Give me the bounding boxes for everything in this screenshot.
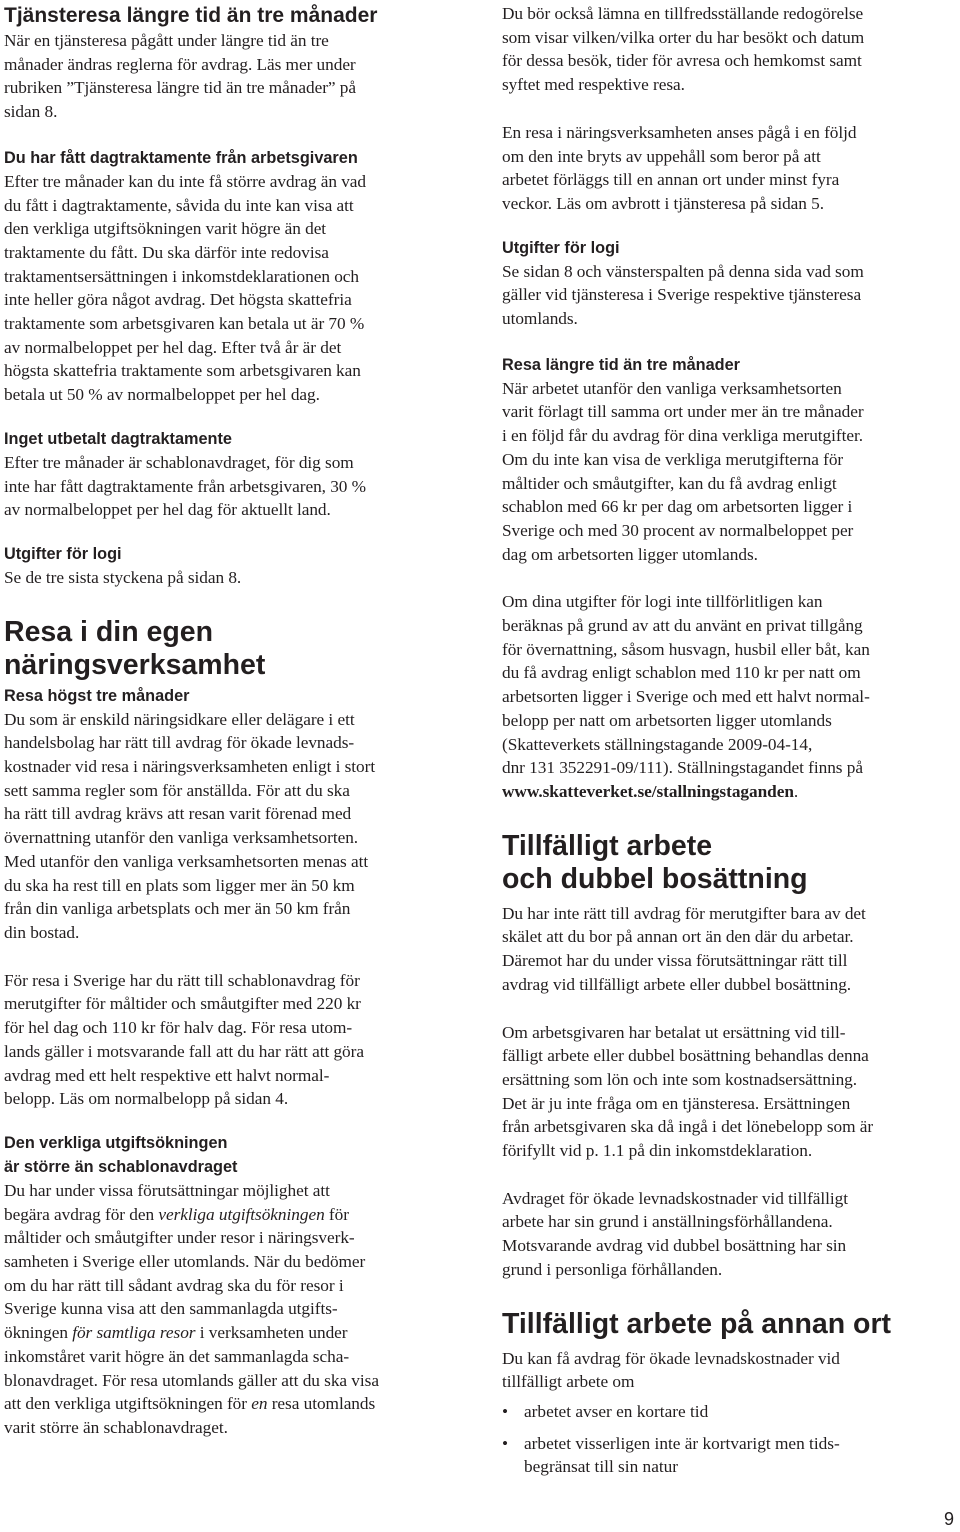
heading-tillfalligt-annan-ort: Tillfälligt arbete på annan ort: [502, 1307, 892, 1340]
bullet-list: [502, 1400, 954, 1479]
heading-resa-naringsverksamhet: Resa i din egen näringsverksamhet: [4, 615, 266, 681]
paragraph-utgifter-logi-right: Se sidan 8 och vänsterspalten på denna sida vad som gäller vid tjänsteresa i Sverige respektive tjänsteresa utomlands.: [502, 261, 864, 329]
bullet-icon: •: [502, 1401, 509, 1421]
list-item: • arbetet visserligen inte är kortvarigt men tids- begränsat till sin natur: [502, 1433, 840, 1477]
heading-dagtraktamente: Du har fått dagtraktamente från arbetsgivaren: [4, 148, 358, 167]
paragraph-utgifter-logi-left: Se de tre sista styckena på sidan 8.: [4, 567, 242, 587]
paragraph-resa-foljd: En resa i näringsverksamheten anses pågå i en följd om den inte bryts av uppehåll som beror på att arbetet förläggs till en annan ort under minst fyra veckor. Läs om avbrott i tjänsteresa på sidan 5.: [502, 122, 857, 213]
paragraph-tillfalligt-3: Avdraget för ökade levnadskostnader vid tillfälligt arbete har sin grund i anställningsförhållandena. Motsvarande avdrag vid dubbel bosättning har sin grund i personliga förhållanden.: [502, 1188, 849, 1279]
heading-tillfalligt-dubbel-bosattning: Tillfälligt arbete och dubbel bosättning: [502, 829, 808, 895]
page-number: 9: [943, 1509, 954, 1529]
paragraph-inget-dagtraktamente: Efter tre månader är schablonavdraget, för dig som inte har fått dagtraktamente från arbetsgivaren, 30 % av normalbeloppet per hel dag för aktuellt land.: [4, 452, 367, 520]
paragraph-dagtraktamente: Efter tre månader kan du inte få större avdrag än vad du fått i dagtraktamente, såvida du inte kan visa att den verkliga utgiftsökningen varit högre än det traktamente du fått. Du ska därför inte redovisa traktamentsersättningen i inkomstdeklarationen och inte heller göra något avdrag. Det högsta skattefria traktamente som arbetsgivaren kan betala ut är 70 % av normalbeloppet per hel dag. Efter två år är det högsta skattefria traktamente som arbetsgivaren kan betala ut 50 % av normalbeloppet per hel dag.: [4, 171, 367, 405]
list-item: • arbetet avser en kortare tid: [502, 1400, 954, 1424]
link-stallningstaganden[interactable]: www.skatteverket.se/stallningstaganden: [502, 781, 794, 801]
heading-inget-dagtraktamente: Inget utbetalt dagtraktamente: [4, 429, 232, 448]
paragraph-tillfalligt-2: Om arbetsgivaren har betalat ut ersättning vid till- fälligt arbete eller dubbel bosättning behandlas denna ersättning som lön och inte som kostnadsersättning. Det är ju inte fråga om en tjänsteresa. Ersättningen från arbetsgivaren ska då ingå i det lönebelopp som är förifyllt vid p. 1.1 på din inkomstdeklaration.: [502, 1022, 874, 1161]
paragraph-tillfalligt-1: Du har inte rätt till avdrag för merutgifter bara av det skälet att du bor på annan ort än den där du arbetar. Däremot har du under vissa förutsättningar rätt till avdrag vid tillfälligt arbete eller dubbel bosättning.: [502, 903, 866, 994]
heading-verkliga-utgiftsokningen: Den verkliga utgiftsökningen är större än schablonavdraget: [4, 1133, 238, 1176]
heading-resa-langre-tid: Resa längre tid än tre månader: [502, 355, 740, 374]
heading-tjansteresa: Tjänsteresa längre tid än tre månader: [4, 4, 378, 27]
heading-resa-hogst-tre-manader: Resa högst tre månader: [4, 686, 190, 705]
paragraph-logi-privat-tillgang: Om dina utgifter för logi inte tillförlitligen kan beräknas på grund av att du använt en privat tillgång för övernattning, såsom husvagn, husbil eller båt, kan du få avdrag enligt schablon med 110 kr per natt om arbetsorten ligger i Sverige och med ett halvt normal- belopp per natt om arbetsorten ligger utomlands (Skatteverkets ställningstagande 2009-04-14, dnr 131 352291-09/111). Ställningstagandet finns på www.skatteverket.se/stallningstaganden.: [502, 592, 870, 801]
paragraph-resa-langre-tid: När arbetet utanför den vanliga verksamhetsorten varit förlagt till samma ort under mer än tre månader i en följd får du avdrag för dina verkliga merutgifter. Om du inte kan visa de verkliga merutgifterna för måltider och småutgifter, kan du få avdrag enligt schablon med 66 kr per dag om arbetsorten ligger i Sverige och med 30 procent av normalbeloppet per dag om arbetsorten ligger utomlands.: [502, 378, 864, 564]
left-column: [4, 0, 456, 1440]
paragraph-verkliga-utgiftsokningen: Du har under vissa förutsättningar möjlighet att begära avdrag för den verkliga utgiftsökningen för måltider och småutgifter under resor i näringsverk- samheten i Sverige eller utomlands. När du bedömer om du har rätt till sådant avdrag ska du för resor i Sverige kunna visa att den sammanlagda utgifts- ökningen för samtliga resor i verksamheten under inkomståret varit högre än det sammanlagda scha- blonavdraget. För resa utomlands gäller att du ska visa att den verkliga utgiftsökningen för en resa utomlands varit större än schablonavdraget.: [4, 1180, 379, 1437]
paragraph-resa-hogst-2: För resa i Sverige har du rätt till schablonavdrag för merutgifter för måltider och småutgifter med 220 kr för hel dag och 110 kr för halv dag. För resa utom- lands gäller i motsvarande fall att du har rätt att göra avdrag med ett helt respektive ett halvt normal- belopp. Läs om normalbelopp på sidan 4.: [4, 970, 364, 1109]
bullet-icon: •: [502, 1433, 509, 1453]
paragraph-annan-ort: Du kan få avdrag för ökade levnadskostnader vid tillfälligt arbete om: [502, 1348, 840, 1392]
right-column: [502, 0, 954, 1487]
heading-utgifter-logi-left: Utgifter för logi: [4, 544, 122, 563]
paragraph-redogorelse: Du bör också lämna en tillfredsställande redogörelse som visar vilken/vilka orter du har besökt och datum för dessa besök, tider för avresa och hemkomst samt syftet med respektive resa.: [502, 4, 865, 95]
paragraph-tjansteresa: När en tjänsteresa pågått under längre tid än tre månader ändras reglerna för avdrag. Läs mer under rubriken ”Tjänsteresa längre tid än tre månader” på sidan 8.: [4, 31, 357, 122]
heading-utgifter-logi-right: Utgifter för logi: [502, 238, 620, 257]
paragraph-resa-hogst-1: Du som är enskild näringsidkare eller delägare i ett handelsbolag har rätt till avdrag för ökade levnads- kostnader vid resa i näringsverksamheten enligt i stort sett samma regler som för anställda. För att du ska ha rätt till avdrag krävs att resan varit förenad med övernattning utanför den vanliga verksamhetsorten. Med utanför den vanliga verksamhetsorten menas att du ska ha rest till en plats som ligger mer än 50 km från din vanliga arbetsplats och mer än 50 km från din bostad.: [4, 709, 376, 942]
